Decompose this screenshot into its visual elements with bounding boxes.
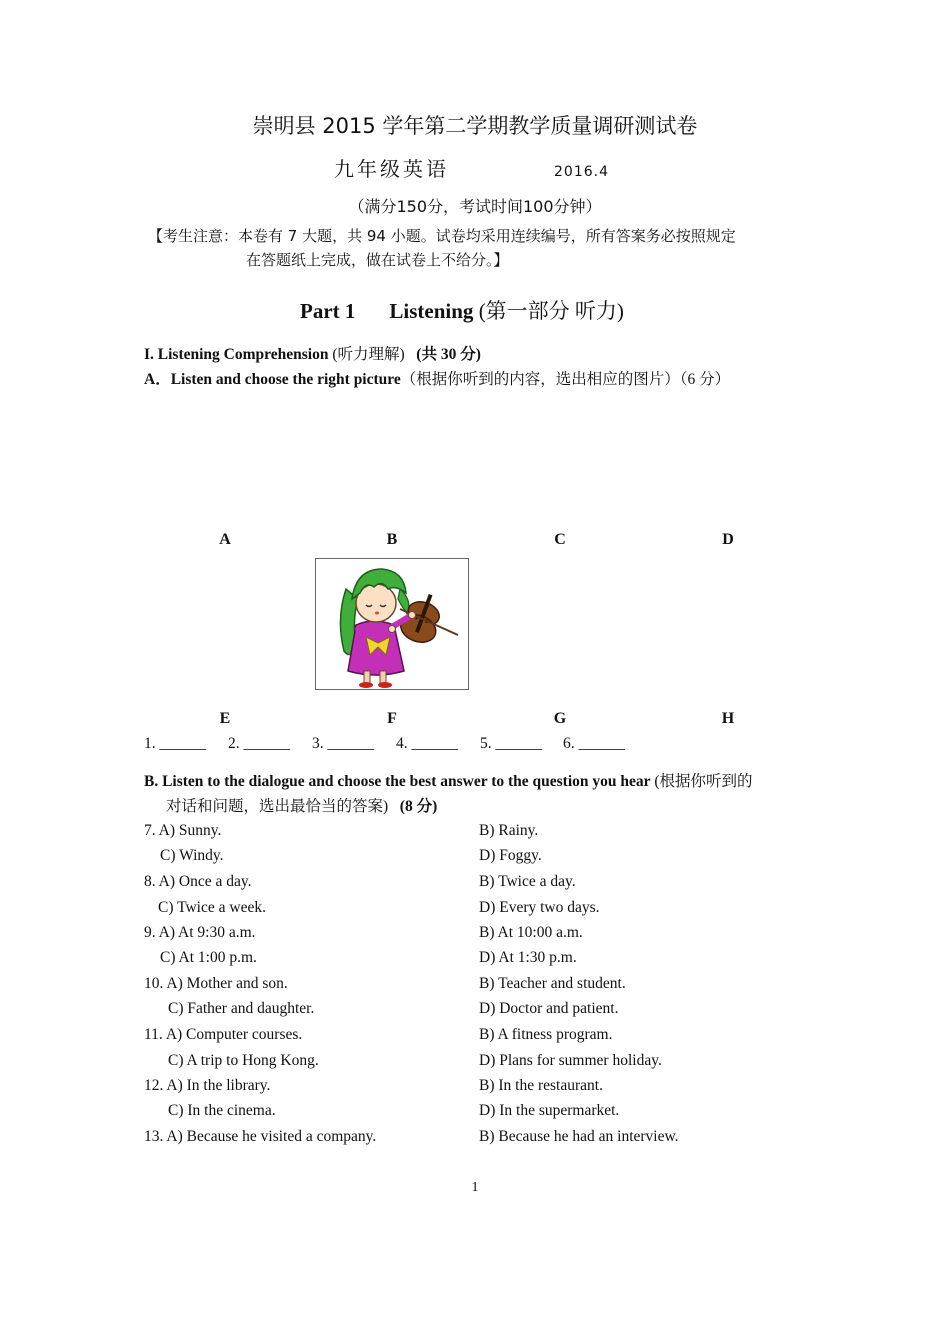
q10-option-d: D) Doctor and patient. [479, 1000, 619, 1017]
q12-option-d: D) In the supermarket. [479, 1102, 620, 1119]
picture-label-c: C [554, 531, 566, 548]
notice-line-1: 【考生注意：本卷有 7 大题，共 94 小题。试卷均采用连续编号，所有答案务必按照规定 [148, 227, 736, 245]
q7-option-d: D) Foggy. [479, 847, 542, 864]
section-b-title-cn: (根据你听到的 [654, 773, 753, 790]
q11-option-d: D) Plans for summer holiday. [479, 1052, 662, 1069]
answer-blank-2: 2. ______ [228, 735, 290, 752]
q13-option-b: B) Because he had an interview. [479, 1128, 679, 1145]
exam-date: 2016.4 [554, 164, 609, 180]
q8-option-c: C) Twice a week. [158, 899, 266, 916]
picture-label-a: A [219, 531, 231, 548]
section-a-title-cn: （根据你听到的内容，选出相应的图片）（6 分） [400, 371, 731, 388]
section-a-title: A．Listen and choose the right picture [144, 371, 401, 388]
q12-option-a: 12. A) In the library. [144, 1077, 271, 1094]
answer-blank-5: 5. ______ [480, 735, 542, 752]
answer-blank-4: 4. ______ [396, 735, 458, 752]
exam-subtitle: 九年级英语 [334, 157, 449, 181]
picture-label-d: D [722, 531, 734, 548]
picture-label-g: G [553, 710, 567, 727]
notice-line-2: 在答题纸上完成，做在试卷上不给分。】 [246, 251, 509, 269]
q11-option-b: B) A fitness program. [479, 1026, 613, 1043]
section-b-title: B. Listen to the dialogue and choose the best answer to the question you hear [144, 773, 651, 790]
section-1-heading [144, 342, 481, 364]
violin-girl-picture [315, 558, 469, 690]
q10-option-b: B) Teacher and student. [479, 975, 626, 992]
section-b-points: (8 分) [399, 798, 438, 815]
q10-option-c: C) Father and daughter. [168, 1000, 315, 1017]
answer-blank-3: 3. ______ [312, 735, 374, 752]
section-1-points: (共 30 分) [416, 346, 481, 363]
q8-option-a: 8. A) Once a day. [144, 873, 252, 890]
part-title: Listening [389, 299, 474, 323]
picture-label-h: H [721, 710, 735, 727]
part-title-cn: (第一部分 听力) [478, 299, 624, 323]
q9-option-c: C) At 1:00 p.m. [160, 949, 257, 966]
section-1-title: I. Listening Comprehension [144, 346, 329, 363]
section-1-title-cn: (听力理解) [332, 346, 405, 363]
picture-label-b: B [386, 531, 398, 548]
score-info: （满分150分，考试时间100分钟） [348, 197, 602, 216]
q12-option-c: C) In the cinema. [168, 1102, 276, 1119]
part-heading [300, 295, 624, 325]
q8-option-d: D) Every two days. [479, 899, 600, 916]
q9-option-d: D) At 1:30 p.m. [479, 949, 577, 966]
exam-title: 崇明县 2015 学年第二学期教学质量调研测试卷 [252, 114, 698, 138]
q7-option-c: C) Windy. [160, 847, 224, 864]
picture-label-f: F [387, 710, 397, 727]
section-b-heading-line-1 [144, 769, 753, 791]
q13-option-a: 13. A) Because he visited a company. [144, 1128, 377, 1145]
q11-option-a: 11. A) Computer courses. [144, 1026, 303, 1043]
q7-option-b: B) Rainy. [479, 822, 539, 839]
picture-label-e: E [219, 710, 231, 727]
q7-option-a: 7. A) Sunny. [144, 822, 222, 839]
answer-blank-6: 6. ______ [563, 735, 625, 752]
section-a-heading [144, 367, 730, 389]
q8-option-b: B) Twice a day. [479, 873, 576, 890]
part-label: Part 1 [300, 299, 356, 323]
answer-blank-1: 1. ______ [144, 735, 206, 752]
q9-option-b: B) At 10:00 a.m. [479, 924, 583, 941]
page-number: 1 [471, 1180, 479, 1195]
section-b-title-cn-2: 对话和问题，选出最恰当的答案) [166, 798, 389, 815]
q12-option-b: B) In the restaurant. [479, 1077, 603, 1094]
q11-option-c: C) A trip to Hong Kong. [168, 1052, 319, 1069]
q9-option-a: 9. A) At 9:30 a.m. [144, 924, 256, 941]
violin-girl-illustration [316, 559, 468, 689]
q10-option-a: 10. A) Mother and son. [144, 975, 288, 992]
section-b-heading-line-2 [166, 794, 437, 816]
